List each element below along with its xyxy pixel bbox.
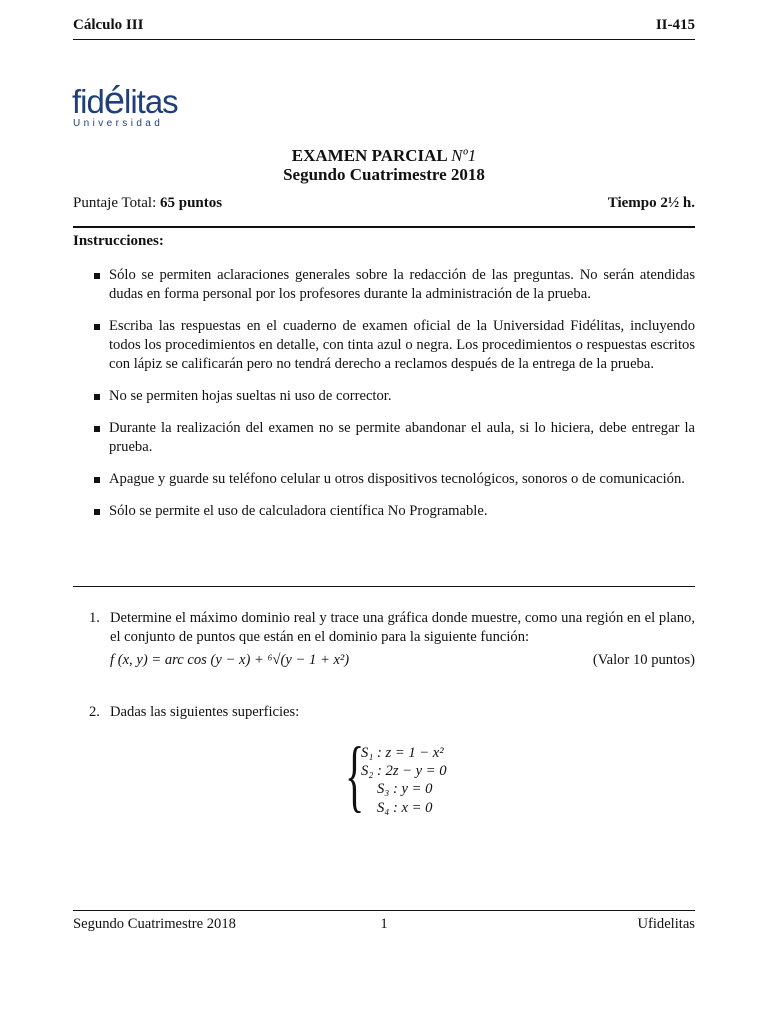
- instruction-item: Durante la realización del examen no se permite abandonar el aula, si lo hiciera, debe entregar la prueba.: [73, 419, 695, 457]
- surface-system: [345, 732, 465, 820]
- instructions-title: Instrucciones:: [73, 233, 164, 249]
- footer-rule: [73, 910, 695, 911]
- surface-equation: S₁ : z = 1 − x²: [361, 745, 444, 761]
- questions-top-rule: [73, 586, 695, 587]
- question-text: Dadas las siguientes superficies:: [110, 704, 300, 720]
- instructions-top-rule: [73, 226, 695, 228]
- bullet-icon: [94, 394, 100, 400]
- question-points: (Valor 10 puntos): [592, 652, 695, 668]
- exam-subtitle: Segundo Cuatrimestre 2018: [283, 165, 485, 184]
- bullet-icon: [94, 273, 100, 279]
- question-2: [73, 703, 695, 722]
- course-name: Cálculo III: [73, 17, 144, 33]
- exam-number: Nº1: [451, 146, 477, 165]
- page-number: 1: [380, 916, 388, 932]
- instruction-item: No se permiten hojas sueltas ni uso de corrector.: [73, 387, 695, 406]
- exam-time: Tiempo 2½ h.: [607, 195, 695, 211]
- surface-equation: S₃ : y = 0: [377, 781, 433, 797]
- bullet-icon: [94, 324, 100, 330]
- logo-subtitle: Universidad: [73, 118, 164, 129]
- logo-wordmark: fidélitas: [72, 80, 178, 122]
- function-formula: f (x, y) = arc cos (y − x) + ⁶√(y − 1 + x²): [110, 652, 350, 668]
- bullet-icon: [94, 426, 100, 432]
- footer-institution: Ufidelitas: [637, 916, 695, 932]
- instruction-item: Apague y guarde su teléfono celular u otros dispositivos tecnológicos, sonoros o de comunicación.: [73, 470, 695, 489]
- footer-term: Segundo Cuatrimestre 2018: [73, 916, 236, 932]
- instructions-list: [73, 266, 695, 534]
- header-rule: [73, 39, 695, 40]
- instruction-item: Sólo se permiten aclaraciones generales sobre la redacción de las preguntas. No serán atendidas dudas en forma personal por los profesores durante la administración de la prueba.: [73, 266, 695, 304]
- instruction-item: Escriba las respuestas en el cuaderno de examen oficial de la Universidad Fidélitas, incluyendo todos los procedimientos en detalle, con tinta azul o negra. Los procedimientos o respuestas escritos con lápiz se calificarán pero no tendrá derecho a reclamos después de la entrega de la prueba.: [73, 317, 695, 374]
- exam-title: EXAMEN PARCIAL Nº1: [291, 146, 477, 165]
- surface-equation: S₂ : 2z − y = 0: [361, 763, 447, 779]
- question-1: [73, 609, 695, 670]
- question-number: 2.: [89, 704, 100, 720]
- question-number: 1.: [89, 610, 100, 626]
- question-text: Determine el máximo dominio real y trace una gráfica donde muestre, como una región en el plano, el conjunto de puntos que están en el dominio para la siguiente función:: [110, 610, 695, 645]
- total-score: Puntaje Total: 65 puntos: [73, 195, 223, 211]
- bullet-icon: [94, 509, 100, 515]
- instruction-item: Sólo se permite el uso de calculadora científica No Programable.: [73, 502, 695, 521]
- question-formula-row: [110, 651, 695, 670]
- course-code: II-415: [655, 17, 695, 33]
- surface-equation: S₄ : x = 0: [377, 800, 433, 816]
- bullet-icon: [94, 477, 100, 483]
- university-logo: [72, 68, 192, 132]
- left-brace: {: [345, 732, 365, 820]
